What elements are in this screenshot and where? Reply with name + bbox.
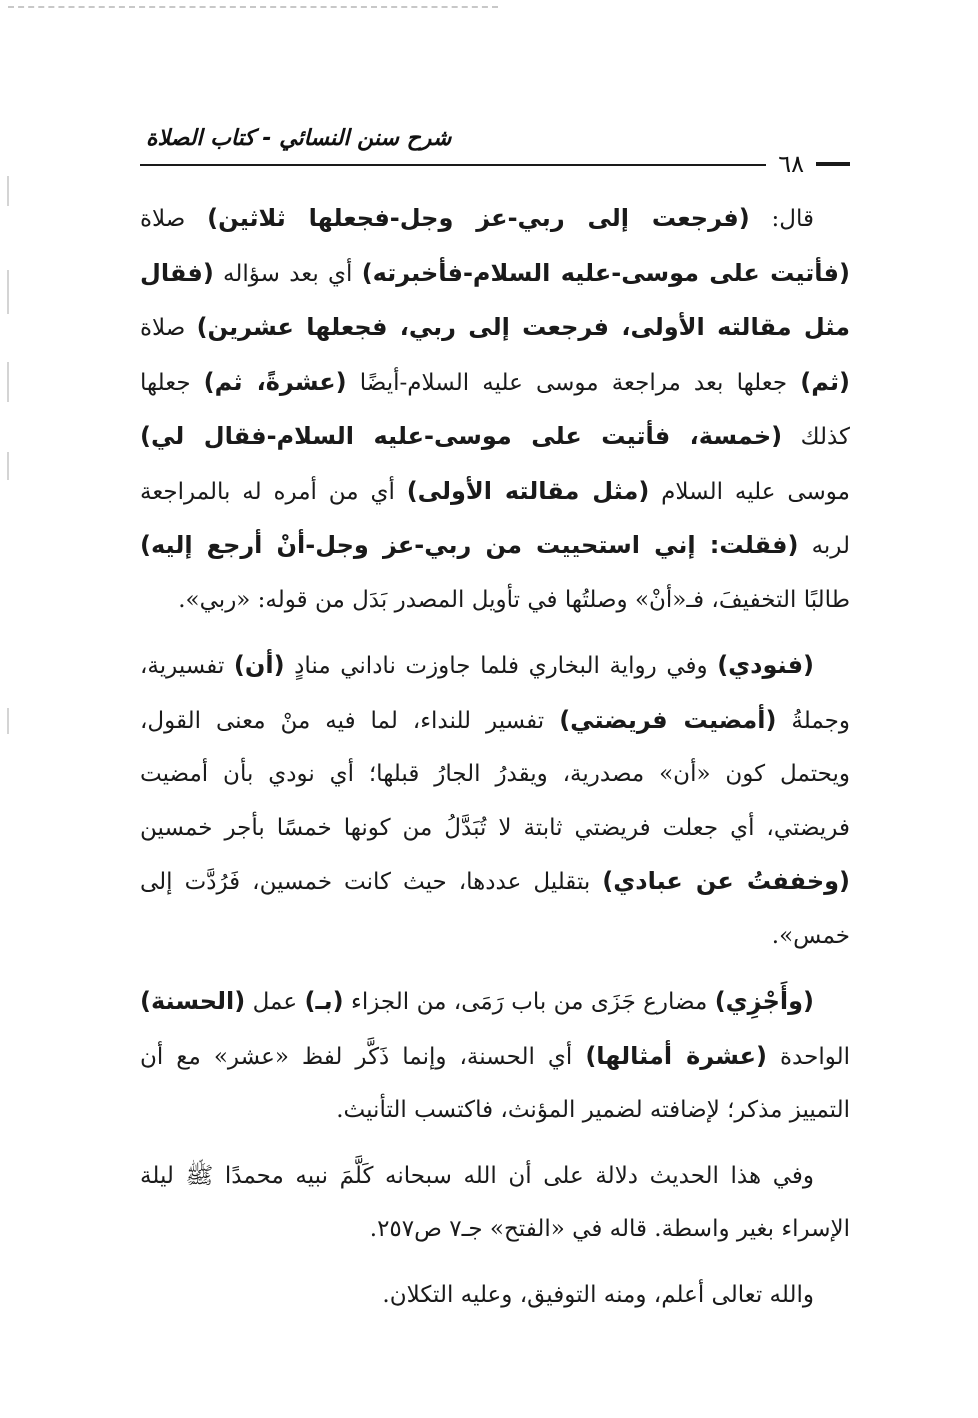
scan-edge-mark — [7, 708, 9, 734]
hadith-quote: (أمضيت فريضتي) — [559, 705, 777, 734]
paragraph — [140, 975, 850, 1138]
hadith-quote: (مثل مقالته الأولى) — [406, 476, 650, 505]
hadith-quote: (فنودي) — [717, 651, 815, 679]
page-number: ٦٨ — [766, 150, 816, 178]
hadith-quote: (وخففتُ عن عبادي) — [602, 867, 850, 895]
commentary-text: أي من أمره له بالمراجعة لربه — [140, 478, 851, 559]
header-rule — [140, 164, 850, 166]
hadith-quote: (أن) — [233, 651, 285, 679]
hadith-quote: (فقلت: إني استحييت من ربي-عز وجل-أنْ أرجع إليه) — [140, 531, 799, 559]
commentary-text: جعلها كذلك — [140, 369, 851, 450]
scan-edge-mark — [7, 452, 9, 480]
commentary-text: والله تعالى أعلم، ومنه التوفيق، وعليه التكلان. — [382, 1281, 814, 1308]
commentary-text: طالبًا التخفيفَ، فـ«أنْ» وصلتُها في تأويل المصدر بَدَل من قوله: «ربي». — [178, 586, 850, 613]
paragraph — [140, 1269, 850, 1323]
page-header — [140, 120, 850, 190]
hadith-quote: (عشرةً، ثم) — [203, 367, 347, 396]
hadith-quote: (خمسة، فأتيت على موسى-عليه السلام-فقال لي) — [140, 422, 783, 450]
commentary-text: أي بعد سؤاله — [213, 260, 362, 287]
commentary-text: جعلها بعد مراجعة موسى عليه السلام-أيضًا — [346, 369, 801, 396]
commentary-text: عمل — [245, 989, 305, 1015]
page-number-dash — [816, 162, 850, 166]
paragraph — [140, 639, 850, 963]
commentary-text: موسى عليه السلام — [649, 478, 850, 505]
hadith-quote: (فأتيت على موسى-عليه السلام-فأخبرته) — [361, 258, 850, 287]
commentary-text: تفسير للنداء، لما فيه منْ معنى القول، ويحتمل كون «أن» مصدرية، ويقدرُ الجارُ قبلها؛ أي نودي بأن أمضيت فريضتي، أي جعلت فريضتي ثابتة لا تُبَدَّلُ من كونها خمسًا بأجر خمسين — [140, 707, 850, 841]
commentary-text: وفي هذا الحديث دلالة على أن الله سبحانه كَلَّمَ نبيه محمدًا ﷺ ليلة الإسراء بغير واسطة. قاله في «الفتح» جـ٧ ص٢٥٧. — [140, 1162, 850, 1242]
commentary-text: صلاة — [140, 206, 208, 232]
commentary-text: صلاة — [140, 315, 197, 341]
hadith-quote: (وأَجْزِي) — [714, 987, 814, 1015]
commentary-text: أي الحسنة، وإنما ذَكَّر لفظ «عشر» مع أن التمييز مذكر؛ لإضافته لضمير المؤنث، فاكتسب التأنيث. — [140, 1043, 850, 1123]
hadith-quote: (فقال مثل مقالته الأولى، فرجعت إلى ربي، فجعلها عشرين) — [140, 258, 850, 341]
hadith-quote: (بـ) — [304, 987, 344, 1015]
commentary-text: مضارع جَزَى من باب رَمَى، من الجزاء — [343, 989, 715, 1015]
scan-edge-mark — [7, 176, 9, 206]
commentary-text: الواحدة — [766, 1043, 850, 1070]
scan-edge-mark — [7, 270, 9, 314]
running-title: شرح سنن النسائي - كتاب الصلاة — [146, 126, 452, 151]
commentary-text: بتقليل عددها، حيث كانت خمسين، فَرُدَّت إلى خمس». — [140, 869, 850, 949]
scan-edge-dashes — [8, 6, 498, 8]
scan-edge-mark — [7, 362, 9, 402]
hadith-quote: (الحسنة) — [140, 987, 246, 1015]
paragraph — [140, 192, 850, 627]
commentary-text: تفسيرية، وجملةُ — [140, 653, 850, 734]
commentary-text: قال: — [749, 206, 815, 232]
commentary-body — [140, 192, 850, 1322]
paragraph — [140, 1150, 850, 1257]
hadith-quote: (عشرة أمثالها) — [585, 1041, 767, 1070]
commentary-text: وفي رواية البخاري فلما جاوزت ناداني منادٍ — [284, 653, 718, 679]
hadith-quote: (ثم) — [800, 367, 850, 396]
hadith-quote: (فرجعت إلى ربي-عز وجل-فجعلها ثلاثين) — [207, 204, 750, 232]
